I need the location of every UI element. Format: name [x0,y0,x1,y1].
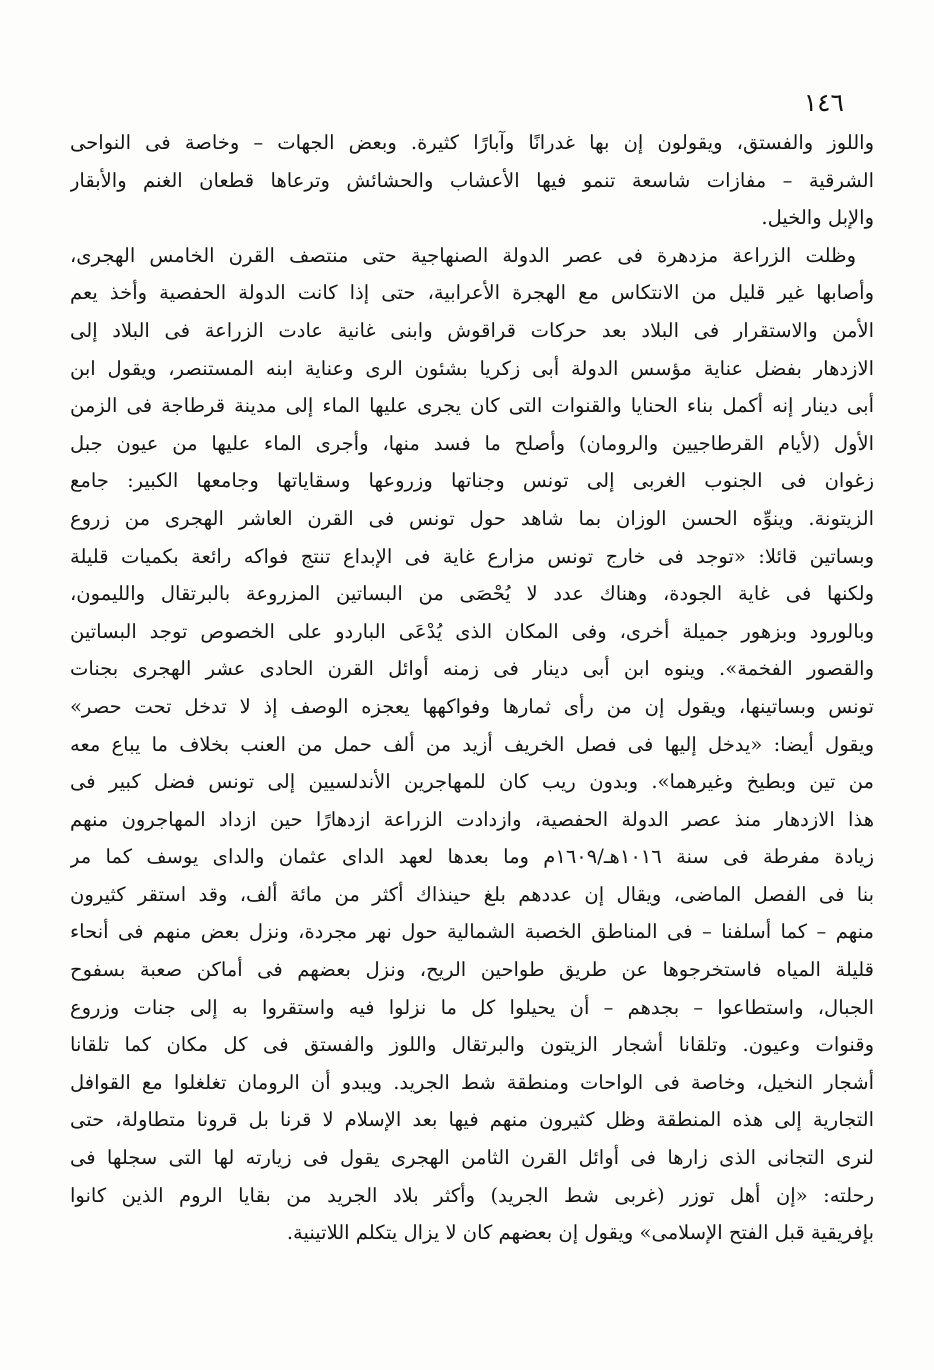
text-line: منهم – كما أسلفنا – فى المناطق الخصبة الشمالية حول نهر مجردة، ونزل بعض منهم فى أنحاء [70,920,874,944]
body-text [70,124,874,1252]
text-line: بإفريقية قبل الفتح الإسلامى» ويقول إن بعضهم كان لا يزال يتكلم اللاتينية. [286,1221,874,1245]
text-line: أبى دينار إنه أكمل بناء الحنايا والقنوات التى كان يجرى عليها الماء إلى مدينة قرطاجة فى الزمن [70,394,874,418]
text-line: وظلت الزراعة مزدهرة فى عصر الدولة الصنهاجية حتى منتصف القرن الخامس الهجرى، [70,243,856,267]
paragraph-2 [70,237,874,1252]
text-line: بنا فى الفصل الماضى، ويقال إن عددهم بلغ حينذاك أكثر من مائة ألف، وقد استقر كثيرون [70,882,874,906]
text-line: الأول (لأيام القرطاجيين والرومان) وأصلح ما فسد منها، وأجرى الماء عليها من عيون جبل [70,431,874,455]
text-line: الازدهار بفضل عناية مؤسس الدولة أبى زكريا بشئون الرى وعناية ابنه المستنصر، ويقول ابن [70,356,874,380]
text-line: والإبل والخيل. [761,206,874,230]
text-line: وأصابها غير قليل من الانتكاس مع الهجرة الأعرابية، حتى إذا كانت الدولة الحفصية وأخذ يعم [70,281,874,305]
text-line: تونس وبساتينها، ويقول إن من رأى ثمارها وفواكهها يعجزه الوصف إذ لا تدخل تحت حصر» [70,694,874,718]
text-line: واللوز والفستق، ويقولون إن بها غدرانًا وآبارًا كثيرة. وبعض الجهات – وخاصة فى النواحى [70,131,874,154]
text-line: زيادة مفرطة فى سنة ١٠١٦هـ/١٦٠٩م وما بعدها لعهد الداى عثمان والداى يوسف كما مر [70,845,874,869]
text-line: الأمن والاستقرار فى البلاد بعد حركات قراقوش وابنى غانية عادت الزراعة فى البلاد إلى [70,318,874,342]
text-line: وبساتين قائلا: «توجد فى خارج تونس مزارع غاية فى الإبداع تنتج فواكه رائعة بكميات قليلة [70,544,874,568]
text-line: الشرقية – مفازات شاسعة تنمو فيها الأعشاب والحشائش وترعاها قطعان الغنم والأبقار [70,168,874,192]
text-line: الجبال، واستطاعوا – بجدهم – أن يحيلوا كل ما نزلوا فيه واستقروا به إلى جنات وزروع [70,995,874,1019]
text-line: ويقول أيضا: «يدخل إليها فى فصل الخريف أزيد من ألف حمل من العنب بخلاف ما يباع معه [70,732,874,756]
paragraph-1 [70,124,874,237]
text-line: هذا الازدهار منذ عصر الدولة الحفصية، وازدادت الزراعة ازدهارًا حين ازداد المهاجرون منهم [70,807,874,831]
text-line: قليلة المياه فاستخرجوها عن طريق طواحين الريح، ونزل بعضهم فى أماكن صعبة بسفوح [70,958,874,982]
text-line: والقصور الفخمة». وينوه ابن أبى دينار فى زمنه أوائل القرن الحادى عشر الهجرى بجنات [70,657,874,681]
text-line: رحلته: «إن أهل توزر (غربى شط الجريد) وأكثر بلاد الجريد من بقايا الروم الذين كانوا [70,1183,874,1207]
text-line: وبالورود وبزهور جميلة أخرى، وفى المكان الذى يُدْعَى الباردو على الخصوص توجد البساتين [70,619,874,643]
text-line: زغوان فى الجنوب الغربى إلى تونس وجناتها وزروعها وسقاياتها وجامعها الكبير: جامع [70,469,874,493]
text-line: الزيتونة. وينوِّه الحسن الوزان بما شاهد حول تونس فى القرن العاشر الهجرى من زروع [70,506,874,530]
text-line: أشجار النخيل، وخاصة فى الواحات ومنطقة شط الجريد. ويبدو أن الرومان تغلغلوا مع القوافل [70,1070,874,1094]
page-number: ١٤٦ [803,88,844,117]
text-line: التجارية إلى هذه المنطقة وظل كثيرون منهم فيها بعد الإسلام لا قرنا بل قرونا متطاولة، حتى [70,1108,874,1132]
text-line: لنرى التجانى الذى زارها فى أوائل القرن الثامن الهجرى يقول فى زيارته لها التى سجلها فى [70,1146,874,1170]
text-line: ولكنها فى غاية الجودة، وهناك عدد لا يُحْصَى من البساتين المزروعة بالبرتقال والليمون، [70,582,874,606]
text-line: من تين وبطيخ وغيرهما». وبدون ريب كان للمهاجرين الأندلسيين إلى تونس فضل كبير فى [70,770,874,794]
text-line: وقنوات وعيون. وتلقانا أشجار الزيتون والبرتقال واللوز والفستق فى كل مكان كما تلقانا [70,1033,874,1057]
